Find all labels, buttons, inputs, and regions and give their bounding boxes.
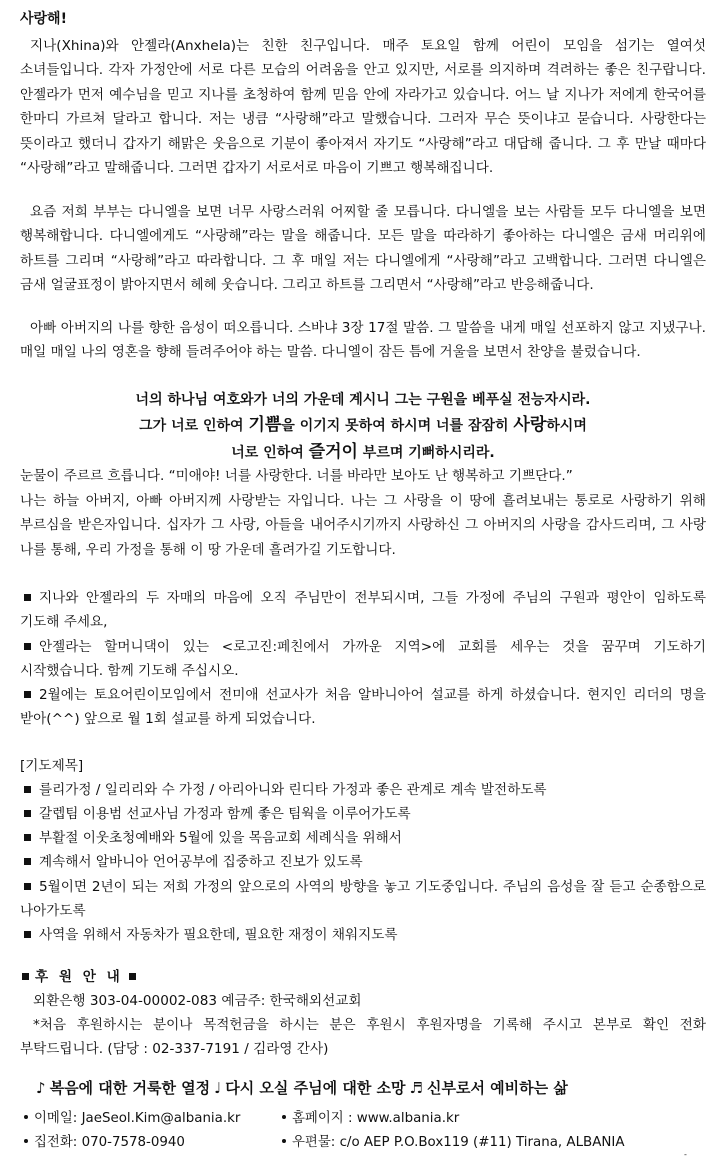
bank-account: 외환은행 303-04-00002-083 예금주: 한국해외선교회 xyxy=(33,993,362,1009)
page-corner-mark: - xyxy=(684,1150,687,1159)
prayer-item: 계속해서 알바니아 언어공부에 집중하고 진보가 있도록 xyxy=(20,850,706,874)
square-bullet-icon xyxy=(129,973,136,980)
music-note-icon: ♬ xyxy=(409,1079,423,1097)
music-note-icon: ♪ xyxy=(36,1079,46,1097)
homepage-link[interactable]: 홈페이지 : www.albania.kr xyxy=(282,1107,459,1126)
prayer-heading: [기도제목] xyxy=(20,758,84,774)
square-bullet-icon xyxy=(24,643,31,650)
prayer-item: 5월이면 2년이 되는 저희 가정의 앞으로의 사역의 방향을 놓고 기도중입니다. 주님의 음성을 잘 듣고 순종함으로 나아가도록 xyxy=(20,879,706,920)
prayer-item: 사역을 위해서 자동차가 필요한데, 필요한 재정이 채워지도록 xyxy=(20,923,706,947)
square-bullet-icon xyxy=(24,858,31,865)
phone-contact: 집전화: 070-7578-0940 xyxy=(24,1131,185,1150)
paragraph-tears: 눈물이 주르르 흐릅니다. “미애야! 너를 사랑한다. 너를 바라만 보아도 난 행복하고 기쁘단다.” xyxy=(20,468,573,484)
square-bullet-icon xyxy=(24,834,31,841)
verse-line-1: 너의 하나님 여호와가 너의 가운데 계시니 그는 구원을 베푸실 전능자시라. xyxy=(135,392,591,408)
square-bullet-icon xyxy=(22,973,29,980)
square-bullet-icon xyxy=(24,810,31,817)
news-item: 지나와 안젤라의 두 자매의 마음에 오직 주님만이 전부되시며, 그들 가정에 주님의 구원과 평안이 임하도록 기도해 주세요, xyxy=(20,590,706,631)
square-bullet-icon xyxy=(24,883,31,890)
verse-line-3: 너로 인하여 즐거이 부르며 기뻐하시리라. xyxy=(231,442,495,462)
music-note-icon: ♩ xyxy=(214,1079,222,1097)
paragraph-zephaniah: 아빠 아버지의 나를 향한 음성이 떠오릅니다. 스바냐 3장 17절 말씀. 그 말씀을 내게 매일 선포하지 않고 지냈구나. 매일 매일 나의 영혼을 향해 들려주어야 하는 말씀. 다니엘이 잠든 틈에 거울을 보면서 찬양을 불렀습니다. xyxy=(20,320,706,361)
bullet-dot-icon xyxy=(24,1115,28,1119)
paragraph-xhina-anxhela: 지나(Xhina)와 안젤라(Anxhela)는 친한 친구입니다. 매주 토요일 함께 어린이 모임을 섬기는 열여섯 소녀들입니다. 각자 가정안에 서로 다른 모습의 어려움을 안고 있지만, 서로를 의지하며 격려하는 좋은 친구랍니다. 안젤라가 먼저 예수님을 믿고 지나를 초청하여 함께 믿음 안에 자라가고 있습니다. 어느 날 지나가 저에게 한국어를 한마디 가르쳐 달라고 합니다. 저는 냉큼 “사랑해”라고 말했습니다. 그러자 무슨 뜻이냐고 묻습니다. 사랑한다는 뜻이라고 했더니 갑자기 해맑은 웃음으로 기분이 좋아져서 자기도 “사랑해”라고 대답해 줍니다. 그 후 만날 때마다 “사랑해”라고 말해줍니다. 그러면 갑자기 서로서로 마음이 기쁘고 행복해집니다. xyxy=(20,38,706,177)
news-item: 2월에는 토요어린이모임에서 전미애 선교사가 처음 알바니아어 설교를 하게 하셨습니다. 현지인 리더의 명을 받아(^^) 앞으로 월 1회 설교를 하게 되었습니다. xyxy=(20,687,706,728)
paragraph-daniel: 요즘 저희 부부는 다니엘을 보면 너무 사랑스러워 어찌할 줄 모릅니다. 다니엘을 보는 사람들 모두 다니엘을 보면 행복해합니다. 다니엘에게도 “사랑해”라는 말을 해줍니다. 모든 말을 따라하기 좋아하는 다니엘은 금새 머리위에 하트를 그리며 “사랑해”라고 따라합니다. 그 후 매일 저는 다니엘에게 “사랑해”라고 고백합니다. 그러면 다니엘은 금새 얼굴표정이 밝아지면서 헤헤 웃습니다. 그리고 하트를 그리면서 “사랑해”라고 반응해줍니다. xyxy=(20,204,706,294)
prayer-item: 갈렙팀 이용범 선교사님 가정과 함께 좋은 팀웍을 이루어가도록 xyxy=(20,802,706,826)
square-bullet-icon xyxy=(24,786,31,793)
square-bullet-icon xyxy=(24,691,31,698)
motto-line: ♪ 복음에 대한 거룩한 열정 ♩ 다시 오실 주님에 대한 소망 ♬ 신부로서 예비하는 삶 xyxy=(36,1079,568,1097)
paragraph-beloved: 나는 하늘 아버지, 아빠 아버지께 사랑받는 자입니다. 나는 그 사랑을 이 땅에 흘려보내는 통로로 사랑하기 위해 부르심을 받은자입니다. 십자가 그 사랑, 아들을 내어주시기까지 사랑하신 그 아버지의 사랑을 감사드리며, 그 사랑 나를 통해, 우리 가정을 통해 이 땅 가운데 흘려가길 기도합니다. xyxy=(20,493,706,558)
email-contact[interactable]: 이메일: JaeSeol.Kim@albania.kr xyxy=(24,1107,240,1126)
prayer-item: 를리가정 / 일리리와 수 가정 / 아리아니와 린디타 가정과 좋은 관계로 계속 발전하도록 xyxy=(20,778,706,802)
news-item: 안젤라는 할머니댁이 있는 <로고진:페친에서 가까운 지역>에 교회를 세우는 것을 꿈꾸며 기도하기 시작했습니다. 함께 기도해 주십시오. xyxy=(20,639,706,680)
bullet-dot-icon xyxy=(282,1115,286,1119)
prayer-item: 부활절 이웃초청예배와 5월에 있을 목음교회 세례식을 위해서 xyxy=(20,826,706,850)
support-note: *처음 후원하시는 분이나 목적헌금을 하시는 분은 후원시 후원자명을 기록해 주시고 본부로 확인 전화 부탁드립니다. (담당 : 02-337-7191 / 김라영 간사) xyxy=(20,1017,706,1058)
bullet-dot-icon xyxy=(24,1139,28,1143)
square-bullet-icon xyxy=(24,594,31,601)
square-bullet-icon xyxy=(24,931,31,938)
verse-line-2: 그가 너로 인하여 기쁨을 이기지 못하여 하시며 너를 잠잠히 사랑하시며 xyxy=(139,415,587,435)
support-heading: 후 원 안 내 xyxy=(20,965,142,985)
newsletter-title: 사랑해! xyxy=(20,11,67,27)
mailing-address: 우편물: c/o AEP P.O.Box119 (#11) Tirana, ALBANIA xyxy=(282,1131,625,1150)
bullet-dot-icon xyxy=(282,1139,286,1143)
